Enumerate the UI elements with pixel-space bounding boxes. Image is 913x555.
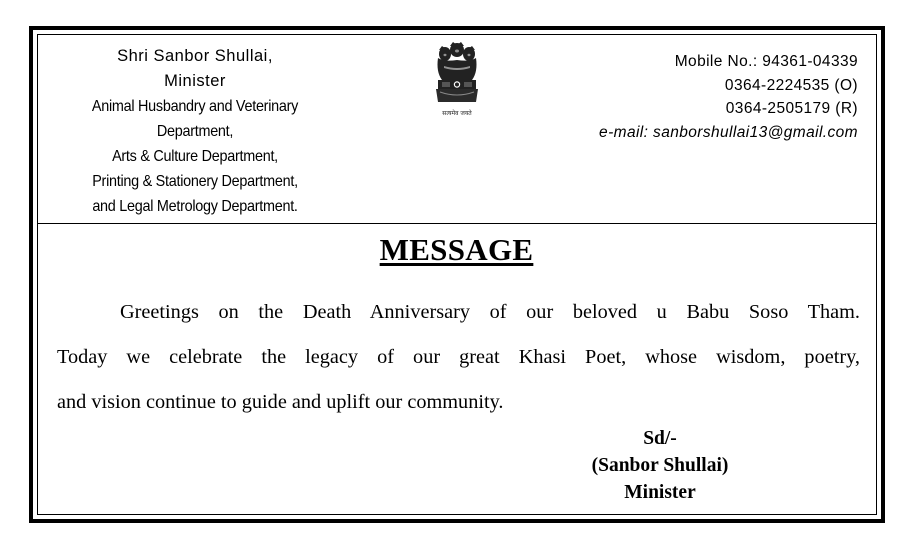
minister-name: Shri Sanbor Shullai,	[117, 47, 273, 65]
residence-phone: 0364-2505179 (R)	[725, 100, 858, 117]
department-line: Animal Husbandry and Veterinary	[91, 98, 299, 115]
signature-sd: Sd/-	[643, 428, 677, 449]
minister-role: Minister	[164, 72, 226, 90]
department-line: and Legal Metrology Department.	[92, 198, 298, 215]
message-body	[57, 290, 860, 425]
header-divider	[37, 223, 877, 224]
contact-info	[538, 50, 858, 144]
department-line: Arts & Culture Department,	[112, 148, 278, 165]
emblem-motto: सत्यमेव जयते	[442, 110, 472, 117]
email-address: e-mail: sanborshullai13@gmail.com	[599, 123, 858, 141]
minister-info	[60, 44, 330, 219]
message-line: Today we celebrate the legacy of our great Khasi Poet, whose wisdom, poetry,	[57, 346, 860, 368]
message-title: MESSAGE	[379, 232, 534, 267]
office-phone: 0364-2224535 (O)	[724, 76, 858, 94]
signature-block	[540, 425, 780, 506]
signatory-title: Minister	[624, 482, 696, 503]
message-line: and vision continue to guide and uplift our community.	[57, 391, 504, 413]
department-line: Printing & Stationery Department,	[92, 173, 298, 190]
mobile-number: Mobile No.: 94361-04339	[674, 53, 858, 70]
signatory-name: (Sanbor Shullai)	[591, 455, 729, 476]
message-line: Greetings on the Death Anniversary of our beloved u Babu Soso Tham.	[120, 301, 860, 323]
state-emblem-icon	[426, 40, 488, 122]
department-line: Department,	[156, 123, 234, 140]
